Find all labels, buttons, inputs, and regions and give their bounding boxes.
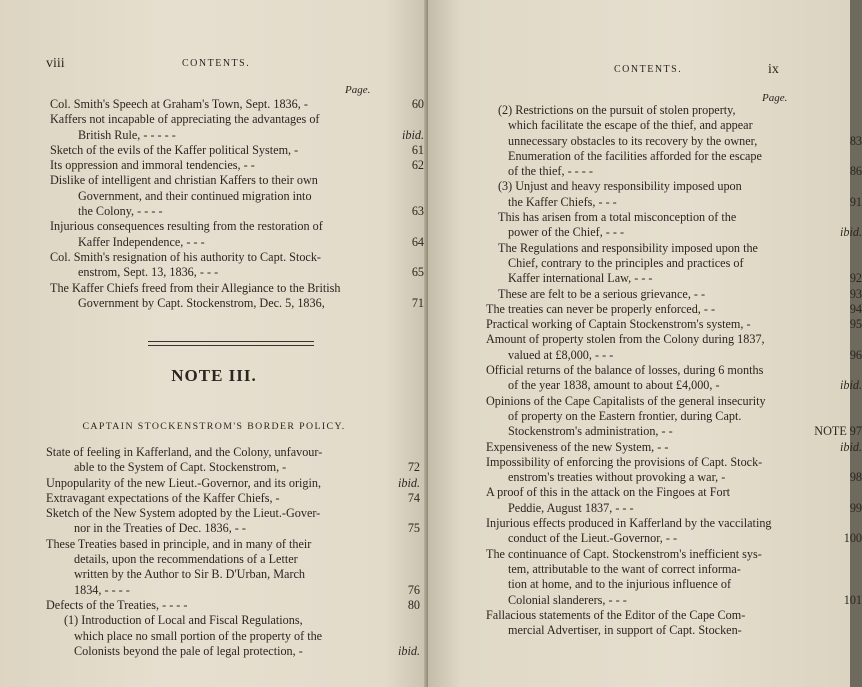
entry-page-number: ibid.	[839, 439, 862, 454]
contents-entry	[486, 485, 848, 500]
contents-entry	[486, 531, 862, 546]
entry-page-number: ibid.	[839, 378, 862, 393]
entry-text: These are felt to be a serious grievance, - -	[498, 286, 706, 301]
contents-entry	[486, 179, 848, 194]
entry-text: The Kaffer Chiefs freed from their Allegiance to the British	[50, 280, 341, 295]
contents-entry	[46, 537, 424, 552]
contents-entry	[486, 347, 862, 363]
entry-text: Sketch of the New System adopted by the Lieut.-Gover-	[46, 506, 321, 521]
entry-page-number: ibid.	[401, 127, 424, 142]
entry-page-number: 92	[849, 271, 862, 286]
contents-entry	[486, 317, 862, 332]
contents-entry	[46, 613, 424, 628]
entry-text: Enumeration of the facilities afforded for the escape	[508, 148, 762, 163]
contents-entry	[486, 562, 848, 577]
entry-text: enstrom, Sept. 13, 1836, - - -	[78, 265, 219, 280]
entry-text: This has arisen from a total misconception of the	[498, 210, 737, 225]
entry-text: A proof of this in the attack on the Fingoes at Fort	[486, 485, 731, 500]
entry-text: of the thief, - - - -	[508, 164, 593, 179]
entry-page-number: 83	[849, 133, 862, 148]
entry-text: Chief, contrary to the principles and practices of	[508, 255, 744, 270]
entry-page-number: 98	[849, 470, 862, 485]
contents-entry	[486, 623, 848, 638]
contents-entry	[50, 235, 425, 250]
entry-text: Colonists beyond the pale of legal protection, -	[74, 643, 303, 658]
entry-text: written by the Author to Sir B. D'Urban, March	[74, 567, 306, 582]
contents-entry	[50, 158, 425, 173]
contents-entry	[50, 219, 425, 234]
contents-list	[46, 445, 424, 659]
contents-entry	[46, 598, 424, 613]
right-page	[428, 0, 862, 687]
entry-text: tion at home, and to the injurious influence of	[508, 577, 732, 592]
entry-page-number: 72	[407, 460, 420, 475]
entry-page-number: 74	[407, 490, 420, 505]
entry-text: The Regulations and responsibility imposed upon the	[498, 240, 758, 255]
contents-entry	[486, 547, 848, 562]
entry-text: of property on the Eastern frontier, during Capt.	[508, 408, 742, 423]
contents-entry	[46, 445, 424, 460]
entry-text: Stockenstrom's administration, - -	[508, 424, 673, 439]
contents-entry	[486, 378, 862, 393]
entry-text: The continuance of Capt. Stockenstrom's inefficient sys-	[486, 546, 762, 561]
entry-page-number: 86	[849, 164, 862, 179]
contents-entry	[50, 97, 425, 112]
entry-text: conduct of the Lieut.-Governor, - -	[508, 531, 678, 546]
entry-text: Kaffer international Law, - - -	[508, 271, 653, 286]
entry-text: Amount of property stolen from the Colony during 1837,	[486, 332, 765, 347]
contents-list	[486, 103, 862, 638]
entry-text: the Colony, - - - -	[78, 204, 163, 219]
contents-entry	[486, 455, 848, 470]
contents-entry	[46, 644, 424, 659]
contents-entry	[46, 476, 424, 491]
entry-page-number: ibid.	[839, 225, 862, 240]
contents-entry	[486, 118, 848, 133]
entry-text: Its oppression and immoral tendencies, - -	[50, 158, 255, 173]
entry-text: 1834, - - - -	[74, 582, 130, 597]
contents-entry	[486, 332, 848, 347]
entry-page-number: 91	[849, 194, 862, 209]
entry-text: (3) Unjust and heavy responsibility imposed upon	[498, 179, 742, 194]
entry-page-number: NOTE 97	[814, 424, 862, 439]
contents-entry	[486, 394, 848, 409]
contents-entry	[486, 133, 862, 149]
entry-text: Expensiveness of the new System, - -	[486, 439, 669, 454]
entry-text: Unpopularity of the new Lieut.-Governor, and its origin,	[46, 475, 322, 490]
section-divider	[148, 341, 314, 346]
contents-entry	[50, 143, 425, 158]
entry-page-number: 61	[411, 142, 424, 157]
entry-text: Opinions of the Cape Capitalists of the general insecurity	[486, 393, 766, 408]
page-column-label: Page.	[762, 92, 788, 104]
entry-page-number: 95	[849, 317, 862, 332]
contents-entry	[50, 189, 425, 204]
entry-text: Fallacious statements of the Editor of the Cape Com-	[486, 607, 746, 622]
contents-entry	[50, 112, 425, 127]
entry-page-number: 76	[407, 582, 420, 597]
contents-entry	[486, 103, 848, 118]
contents-entry	[486, 210, 848, 225]
entry-text: Col. Smith's Speech at Graham's Town, Sept. 1836, -	[50, 97, 308, 111]
entry-text: Defects of the Treaties, - - - -	[46, 597, 188, 612]
entry-text: Colonial slanderers, - - -	[508, 592, 627, 607]
entry-text: Kaffers not incapable of appreciating the advantages of	[50, 112, 320, 127]
entry-text: unnecessary obstacles to its recovery by the owner,	[508, 133, 758, 148]
entry-text: Kaffer Independence, - - -	[78, 234, 205, 249]
contents-entry	[46, 491, 424, 506]
page-folio: ix	[768, 62, 779, 77]
page-column-label: Page.	[345, 84, 371, 96]
entry-page-number: 96	[849, 347, 862, 362]
entry-text: Impossibility of enforcing the provisions of Capt. Stock-	[486, 454, 763, 469]
contents-entry	[486, 301, 862, 317]
entry-text: The treaties can never be properly enforced, - -	[486, 301, 716, 316]
contents-entry	[486, 592, 862, 608]
entry-page-number: 64	[411, 234, 424, 249]
entry-text: Injurious effects produced in Kafferland by the vaccilating	[486, 516, 772, 531]
entry-page-number: 93	[849, 286, 862, 301]
note-title: NOTE III.	[171, 366, 257, 385]
entry-text: Col. Smith's resignation of his authority to Capt. Stock-	[50, 249, 321, 264]
entry-text: These Treaties based in principle, and in many of their	[46, 536, 312, 551]
contents-entry	[46, 460, 424, 475]
entry-page-number: 94	[849, 301, 862, 316]
contents-entry	[486, 363, 848, 378]
contents-entry	[46, 629, 424, 644]
contents-entry	[50, 296, 425, 311]
entry-text: Government by Capt. Stockenstrom, Dec. 5, 1836,	[78, 295, 325, 310]
entry-text: Government, and their continued migration into	[78, 188, 312, 203]
entry-text: which facilitate the escape of the thief, and appear	[508, 118, 753, 133]
entry-text: valued at £8,000, - - -	[508, 347, 614, 362]
contents-entry	[486, 608, 848, 623]
entry-text: which place no small portion of the property of the	[74, 628, 323, 643]
entry-text: mercial Advertiser, in support of Capt. Stocken-	[508, 623, 742, 638]
contents-entry	[486, 225, 862, 240]
entry-text: State of feeling in Kafferland, and the Colony, unfavour-	[46, 445, 323, 459]
contents-entry	[50, 281, 425, 296]
entry-text: (2) Restrictions on the pursuit of stolen property,	[498, 103, 736, 117]
running-head: CONTENTS.	[614, 64, 683, 75]
contents-entry	[486, 424, 862, 439]
contents-entry	[46, 567, 424, 582]
entry-text: British Rule, - - - - -	[78, 127, 176, 142]
entry-page-number: 60	[411, 97, 424, 111]
entry-text: able to the System of Capt. Stockenstrom, -	[74, 460, 287, 475]
running-head: CONTENTS.	[182, 58, 251, 69]
contents-entry	[486, 577, 848, 592]
section-title: CAPTAIN STOCKENSTROM'S BORDER POLICY.	[82, 421, 346, 432]
entry-page-number: 75	[407, 521, 420, 536]
entry-text: (1) Introduction of Local and Fiscal Regulations,	[64, 613, 303, 628]
contents-entry	[486, 470, 862, 485]
entry-page-number: 100	[843, 531, 862, 546]
contents-entry	[486, 516, 848, 531]
contents-entry	[50, 128, 425, 143]
contents-entry	[486, 439, 862, 455]
contents-entry	[50, 250, 425, 265]
contents-entry	[486, 164, 862, 179]
entry-page-number: 63	[411, 204, 424, 219]
entry-page-number: 101	[843, 592, 862, 607]
entry-text: power of the Chief, - - -	[508, 225, 625, 240]
contents-list	[50, 97, 425, 311]
contents-entry	[486, 194, 862, 210]
page-folio: viii	[46, 56, 65, 71]
entry-page-number: 80	[407, 597, 420, 612]
entry-text: Sketch of the evils of the Kaffer political System, -	[50, 142, 299, 157]
entry-text: Practical working of Captain Stockenstrom's system, -	[486, 317, 751, 332]
contents-entry	[46, 521, 424, 536]
contents-entry	[46, 506, 424, 521]
contents-entry	[486, 271, 862, 286]
entry-page-number: 71	[411, 295, 424, 310]
contents-entry	[486, 256, 848, 271]
contents-entry	[50, 204, 425, 219]
entry-page-number: 62	[411, 158, 424, 173]
entry-page-number: 99	[849, 500, 862, 515]
contents-entry	[486, 286, 862, 302]
contents-entry	[50, 265, 425, 280]
contents-entry	[46, 552, 424, 567]
contents-entry	[486, 149, 848, 164]
entry-text: tem, attributable to the want of correct informa-	[508, 561, 741, 576]
entry-text: the Kaffer Chiefs, - - -	[508, 194, 617, 209]
entry-text: Dislike of intelligent and christian Kaffers to their own	[50, 173, 318, 188]
entry-text: nor in the Treaties of Dec. 1836, - -	[74, 521, 246, 536]
contents-entry	[486, 409, 848, 424]
contents-entry	[46, 583, 424, 598]
entry-text: Official returns of the balance of losses, during 6 months	[486, 363, 764, 378]
contents-entry	[50, 173, 425, 188]
contents-entry	[486, 500, 862, 516]
entry-text: Extravagant expectations of the Kaffer Chiefs, -	[46, 490, 280, 505]
left-page	[0, 0, 428, 687]
entry-text: enstrom's treaties without provoking a war, -	[508, 470, 726, 485]
entry-page-number: ibid.	[397, 475, 420, 490]
entry-page-number: 65	[411, 265, 424, 280]
entry-text: Injurious consequences resulting from the restoration of	[50, 219, 323, 234]
entry-text: details, upon the recommendations of a Letter	[74, 552, 298, 567]
entry-text: Peddie, August 1837, - - -	[508, 500, 634, 515]
entry-page-number: ibid.	[397, 643, 420, 658]
entry-text: of the year 1838, amount to about £4,000, -	[508, 378, 720, 393]
contents-entry	[486, 241, 848, 256]
